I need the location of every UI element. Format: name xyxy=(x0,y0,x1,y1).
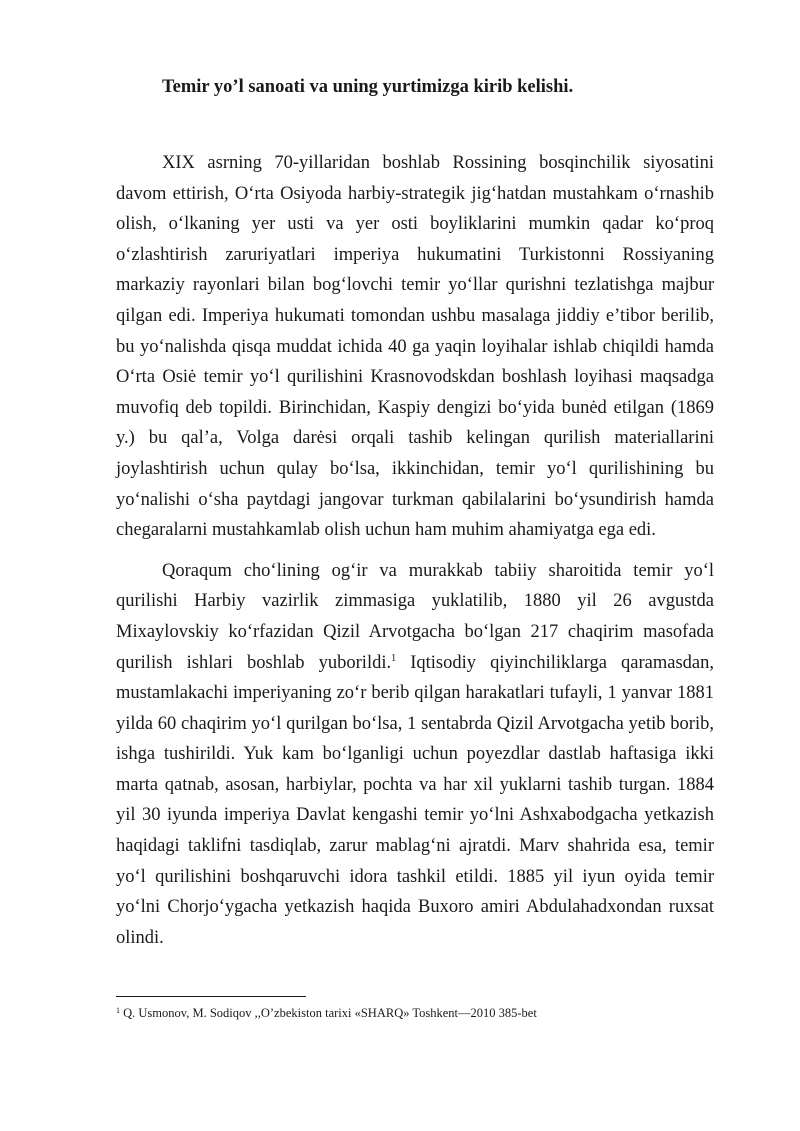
document-title: Temir yo’l sanoati va uning yurtimizga kirib kelishi. xyxy=(162,77,574,97)
paragraph-2-text-start: Qoraqum cho‘lining og‘ir va murakkab tabiiy sharoitida temir yo‘l qurilishi Harbiy vazirlik zimmasiga yuklatilib, 1880 yil 26 avgustda Mixaylovskiy ko‘rfazidan Qizil Arvotgacha bo‘lgan 217 chaqirim masofada qurilish ishlari boshlab yuborildi. xyxy=(116,560,714,673)
body-text xyxy=(116,148,714,953)
footnote-divider xyxy=(116,996,306,997)
footnote-reference[interactable]: 1 xyxy=(391,652,397,664)
paragraph-2-text-end: Iqtisodiy qiyinchiliklarga qaramasdan, mustamlakachi imperiyaning zo‘r berib qilgan harakatlari tufayli, 1 yanvar 1881 yilda 60 chaqirim yo‘l qurilgan bo‘lsa, 1 sentabrda Qizil Arvotgacha yetib borib, ishga tushirildi. Yuk kam bo‘lganligi uchun poyezdlar dastlab haftasiga ikki marta qatnab, asosan, harbiylar, pochta va har xil yuklarni tashib turgan. 1884 yil 30 iyunda imperiya Davlat kengashi temir yo‘lni Ashxabodgacha yetkazish haqidagi taklifni tasdiqlab, zarur mablag‘ni ajratdi. Marv shahrida esa, temir yo‘l qurilishini boshqaruvchi idora tashkil etildi. 1885 yil iyun oyida temir yo‘lni Chorjo‘ygacha yetkazish haqida Buxoro amiri Abdulahadxondan ruxsat olindi. xyxy=(116,652,714,948)
paragraph-1: XIX asrning 70-yillaridan boshlab Rossining bosqinchilik siyosatini davom ettirish, O‘rta Osiyoda harbiy-strategik jig‘hatdan mustahkam o‘rnashib olish, o‘lkaning yer usti va yer osti boyliklarini mumkin qadar ko‘proq o‘zlashtirish zaruriyatlari imperiya hukumatini Turkistonni Rossiyaning markaziy rayonlari bilan bog‘lovchi temir yo‘llar qurishni tezlatishga majbur qilgan edi. Imperiya hukumati tomondan ushbu masalaga jiddiy e’tibor berilib, bu yo‘nalishda qisqa muddat ichida 40 ga yaqin loyihalar ishlab chiqildi hamda O‘rta Osiė temir yo‘l qurilishini Krasnovodskdan boshlash loyihasi maqsadga muvofiq deb topildi. Birinchidan, Kaspiy dengizi bo‘yida bunėd etilgan (1869 y.) bu qal’a, Volga darėsi orqali tashib kelingan qurilish materiallarini joylashtirish uchun qulay bo‘lsa, ikkinchidan, temir yo‘l qurilishining bu yo‘nalishi o‘sha paytdagi jangovar turkman qabilalarini bo‘ysundirish hamda chegaralarni mustahkamlab olish uchun ham muhim ahamiyatga ega edi. xyxy=(116,153,714,541)
footnote xyxy=(116,1005,716,1021)
footnote-number: 1 xyxy=(116,1006,120,1015)
paragraph-2 xyxy=(116,556,714,954)
footnote-text: Q. Usmonov, M. Sodiqov ,,O’zbekiston tarixi «SHARQ» Toshkent—2010 385-bet xyxy=(120,1006,537,1020)
